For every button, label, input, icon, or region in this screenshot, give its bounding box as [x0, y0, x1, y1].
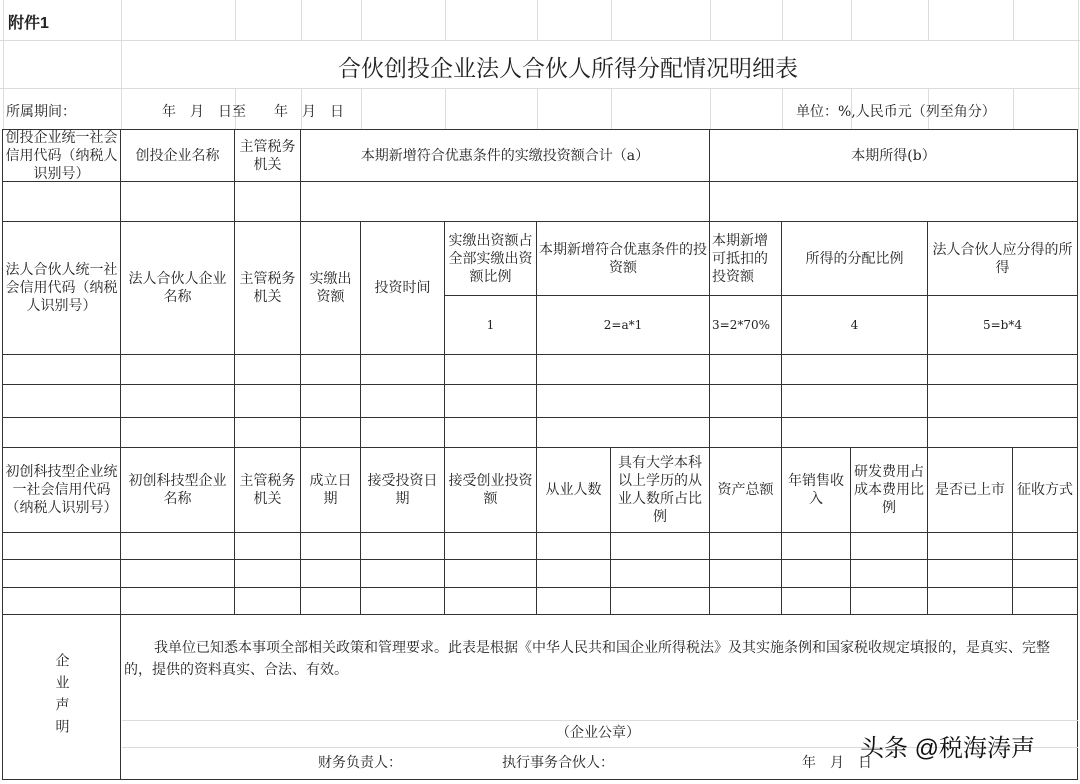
formula-1: 1 — [444, 295, 537, 355]
input-cell[interactable] — [2, 532, 121, 560]
input-cell[interactable] — [781, 587, 851, 615]
input-cell[interactable] — [536, 384, 710, 418]
input-cell[interactable] — [709, 559, 782, 588]
input-cell[interactable] — [234, 384, 301, 418]
input-cell[interactable] — [120, 384, 235, 418]
input-cell[interactable] — [536, 532, 611, 560]
input-cell[interactable] — [234, 587, 301, 615]
gridline — [0, 88, 1080, 89]
input-cell[interactable] — [1012, 587, 1078, 615]
input-cell[interactable] — [850, 587, 928, 615]
input-cell[interactable] — [360, 559, 445, 588]
input-cell[interactable] — [234, 354, 301, 385]
input-cell[interactable] — [444, 384, 537, 418]
header-venture-credit-code: 创投企业统一社会信用代码（纳税人识别号） — [2, 129, 121, 182]
header-investment-time: 投资时间 — [360, 221, 445, 355]
input-cell[interactable] — [927, 354, 1078, 385]
header-tax-authority: 主管税务机关 — [234, 129, 301, 182]
attachment-label: 附件1 — [8, 15, 49, 32]
input-cell[interactable] — [234, 181, 301, 222]
input-cell[interactable] — [709, 181, 1078, 222]
input-cell[interactable] — [850, 559, 928, 588]
input-cell[interactable] — [850, 532, 928, 560]
input-cell[interactable] — [300, 384, 361, 418]
date-label: 年 月 日 — [802, 755, 872, 771]
header-startup-col-6: 接受创业投资额 — [444, 447, 537, 533]
header-partner-name: 法人合伙人企业名称 — [120, 221, 235, 355]
header-investment-total-a: 本期新增符合优惠条件的实缴投资额合计（a） — [300, 129, 710, 182]
input-cell[interactable] — [120, 587, 235, 615]
formula-2: 2=a*1 — [536, 295, 710, 355]
input-cell[interactable] — [360, 354, 445, 385]
input-cell[interactable] — [2, 587, 121, 615]
input-cell[interactable] — [2, 181, 121, 222]
input-cell[interactable] — [300, 417, 361, 448]
period-value[interactable]: 年 月 日至 年 月 日 — [162, 104, 344, 120]
header-income-b: 本期所得(b） — [709, 129, 1078, 182]
input-cell[interactable] — [610, 559, 710, 588]
header-startup-col-10: 年销售收入 — [781, 447, 851, 533]
input-cell[interactable] — [360, 417, 445, 448]
input-cell[interactable] — [536, 417, 710, 448]
page-title: 合伙创投企业法人合伙人所得分配情况明细表 — [338, 55, 798, 81]
header-distribution-ratio: 所得的分配比例 — [781, 221, 928, 296]
input-cell[interactable] — [1012, 559, 1078, 588]
header-startup-col-12: 是否已上市 — [927, 447, 1013, 533]
input-cell[interactable] — [120, 532, 235, 560]
input-cell[interactable] — [300, 354, 361, 385]
unit-label: 单位：%,人民币元（列至角分） — [796, 104, 996, 120]
header-paid-capital: 实缴出资额 — [300, 221, 361, 355]
header-startup-col-1: 初创科技型企业统一社会信用代码（纳税人识别号） — [2, 447, 121, 533]
input-cell[interactable] — [234, 417, 301, 448]
input-cell[interactable] — [444, 417, 537, 448]
header-startup-col-2: 初创科技型企业名称 — [120, 447, 235, 533]
input-cell[interactable] — [234, 532, 301, 560]
formula-5: 5=b*4 — [927, 295, 1078, 355]
input-cell[interactable] — [709, 354, 782, 385]
input-cell[interactable] — [444, 532, 537, 560]
input-cell[interactable] — [120, 559, 235, 588]
declaration-label-cell — [2, 614, 121, 780]
input-cell[interactable] — [709, 384, 782, 418]
formula-3: 3=2*70% — [709, 295, 782, 355]
input-cell[interactable] — [2, 417, 121, 448]
finance-head-label: 财务负责人： — [318, 755, 402, 771]
input-cell[interactable] — [927, 559, 1013, 588]
header-startup-col-7: 从业人数 — [536, 447, 611, 533]
input-cell[interactable] — [1012, 532, 1078, 560]
input-cell[interactable] — [927, 417, 1078, 448]
header-partner-tax-authority: 主管税务机关 — [234, 221, 301, 355]
declaration-label: 企业声明 — [53, 653, 70, 741]
seal-label: （企业公章） — [556, 725, 640, 741]
input-cell[interactable] — [781, 559, 851, 588]
header-startup-col-3: 主管税务机关 — [234, 447, 301, 533]
header-partner-credit-code: 法人合伙人统一社会信用代码（纳税人识别号） — [2, 221, 121, 355]
header-qualified-investment: 本期新增符合优惠条件的投资额 — [536, 221, 710, 296]
input-cell[interactable] — [781, 384, 928, 418]
input-cell[interactable] — [927, 532, 1013, 560]
declaration-text: 我单位已知悉本事项全部相关政策和管理要求。此表是根据《中华人民共和国企业所得税法》及其实施条例和国家税收规定填报的，是真实、完整的，提供的资料真实、合法、有效。 — [124, 640, 1050, 678]
header-startup-col-13: 征收方式 — [1012, 447, 1078, 533]
input-cell[interactable] — [444, 354, 537, 385]
input-cell[interactable] — [120, 354, 235, 385]
input-cell[interactable] — [709, 417, 782, 448]
input-cell[interactable] — [444, 559, 537, 588]
input-cell[interactable] — [444, 587, 537, 615]
input-cell[interactable] — [709, 587, 782, 615]
input-cell[interactable] — [120, 181, 235, 222]
input-cell[interactable] — [781, 354, 928, 385]
input-cell[interactable] — [234, 559, 301, 588]
input-cell[interactable] — [300, 181, 710, 222]
input-cell[interactable] — [781, 417, 928, 448]
managing-partner-label: 执行事务合伙人： — [502, 755, 614, 771]
input-cell[interactable] — [927, 384, 1078, 418]
header-capital-ratio: 实缴出资额占全部实缴出资额比例 — [444, 221, 537, 296]
input-cell[interactable] — [536, 559, 611, 588]
input-cell[interactable] — [2, 559, 121, 588]
input-cell[interactable] — [360, 587, 445, 615]
header-partner-income: 法人合伙人应分得的所得 — [927, 221, 1078, 296]
input-cell[interactable] — [300, 559, 361, 588]
input-cell[interactable] — [2, 354, 121, 385]
input-cell[interactable] — [781, 532, 851, 560]
input-cell[interactable] — [360, 532, 445, 560]
input-cell[interactable] — [536, 587, 611, 615]
input-cell[interactable] — [300, 587, 361, 615]
header-deductible-investment: 本期新增可抵扣的投资额 — [709, 221, 782, 296]
input-cell[interactable] — [300, 532, 361, 560]
header-startup-col-8: 具有大学本科以上学历的从业人数所占比例 — [610, 447, 710, 533]
input-cell[interactable] — [709, 532, 782, 560]
header-startup-col-5: 接受投资日期 — [360, 447, 445, 533]
input-cell[interactable] — [536, 354, 710, 385]
input-cell[interactable] — [120, 417, 235, 448]
header-startup-col-4: 成立日期 — [300, 447, 361, 533]
input-cell[interactable] — [610, 532, 710, 560]
header-startup-col-9: 资产总额 — [709, 447, 782, 533]
formula-4: 4 — [781, 295, 928, 355]
header-venture-name: 创投企业名称 — [120, 129, 235, 182]
input-cell[interactable] — [2, 384, 121, 418]
watermark: 头条 @税海涛声 — [860, 735, 1036, 762]
header-startup-col-11: 研发费用占成本费用比例 — [850, 447, 928, 533]
period-label: 所属期间： — [6, 104, 76, 120]
input-cell[interactable] — [927, 587, 1013, 615]
input-cell[interactable] — [360, 384, 445, 418]
input-cell[interactable] — [610, 587, 710, 615]
